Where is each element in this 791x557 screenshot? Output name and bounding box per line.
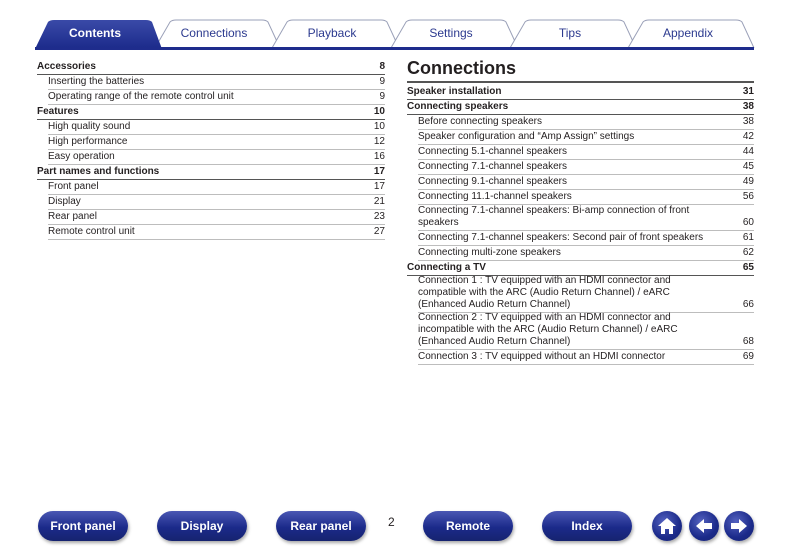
- toc-title: Connecting 7.1-channel speakers: [418, 161, 567, 172]
- toc-section-speaker-installation[interactable]: [407, 85, 754, 100]
- toc-page: 17: [373, 181, 385, 192]
- page-number: 2: [388, 515, 395, 529]
- toc-item[interactable]: [418, 350, 754, 365]
- toc-item[interactable]: [418, 190, 754, 205]
- toc-page: 23: [373, 211, 385, 222]
- toc-page: 9: [379, 76, 385, 87]
- toc-title: Connecting 7.1-channel speakers: Bi-amp connection of front speakers: [418, 205, 690, 228]
- toc-page: 27: [373, 226, 385, 237]
- toc-title: Front panel: [48, 181, 99, 192]
- toc-title: Part names and functions: [37, 166, 160, 177]
- toc-item[interactable]: [418, 175, 754, 190]
- toc-page: 38: [742, 101, 754, 112]
- toc-section-accessories[interactable]: [37, 60, 385, 75]
- toc-title: Easy operation: [48, 151, 115, 162]
- toc-item[interactable]: [48, 150, 385, 165]
- toc-section-features[interactable]: [37, 105, 385, 120]
- toc-page: 60: [742, 217, 754, 228]
- toc-item[interactable]: [48, 210, 385, 225]
- tab-tips[interactable]: Tips: [558, 26, 582, 40]
- tab-underline: [35, 47, 754, 50]
- toc-page: 8: [379, 61, 385, 72]
- toc-item[interactable]: [48, 90, 385, 105]
- toc-title: Speaker installation: [407, 86, 502, 97]
- toc-title: Connecting speakers: [407, 101, 509, 112]
- toc-page: 31: [742, 86, 754, 97]
- toc-item[interactable]: [418, 246, 754, 261]
- tab-connections[interactable]: Connections: [180, 26, 248, 40]
- toc-page: 12: [373, 136, 385, 147]
- arrow-left-icon: [689, 511, 719, 541]
- toc-title: Operating range of the remote control unit: [48, 91, 234, 102]
- toc-title: Before connecting speakers: [418, 116, 542, 127]
- index-button[interactable]: Index: [542, 511, 632, 541]
- toc-title: Connecting 9.1-channel speakers: [418, 176, 567, 187]
- toc-title: Connecting 7.1-channel speakers: Second pair of front speakers: [418, 232, 704, 243]
- tab-appendix[interactable]: Appendix: [662, 26, 714, 40]
- toc-page: 9: [379, 91, 385, 102]
- toc-title: Features: [37, 106, 79, 117]
- display-button[interactable]: Display: [157, 511, 247, 541]
- toc-page: 44: [742, 146, 754, 157]
- toc-title: Remote control unit: [48, 226, 135, 237]
- tab-settings[interactable]: Settings: [429, 26, 473, 40]
- toc-title: Connection 3 : TV equipped without an HDMI connector: [418, 351, 666, 362]
- toc-item[interactable]: [48, 120, 385, 135]
- toc-section-part-names[interactable]: [37, 165, 385, 180]
- toc-page: 10: [373, 106, 385, 117]
- toc-item[interactable]: [48, 225, 385, 240]
- toc-item[interactable]: [418, 205, 754, 231]
- toc-page: 65: [742, 262, 754, 273]
- toc-title: Connection 1 : TV equipped with an HDMI connector and compatible with the ARC (Audio Return Channel) / eARC (Enhanced Audio Return Channel): [418, 275, 671, 310]
- toc-item[interactable]: [418, 130, 754, 145]
- toc-page: 21: [373, 196, 385, 207]
- toc-page: 45: [742, 161, 754, 172]
- toc-page: 42: [742, 131, 754, 142]
- toc-page: 61: [742, 232, 754, 243]
- arrow-right-icon: [724, 511, 754, 541]
- rear-panel-button[interactable]: Rear panel: [276, 511, 366, 541]
- previous-page-button[interactable]: [689, 511, 719, 541]
- toc-item[interactable]: [418, 276, 754, 313]
- toc-page: 16: [373, 151, 385, 162]
- toc-title: Inserting the batteries: [48, 76, 145, 87]
- toc-title: Connection 2 : TV equipped with an HDMI connector and incompatible with the ARC (Audio Return Channel) / eARC (Enhanced Audio Return Channel): [418, 312, 678, 347]
- toc-page: 56: [742, 191, 754, 202]
- toc-page: 38: [742, 116, 754, 127]
- toc-page: 10: [373, 121, 385, 132]
- toc-item[interactable]: [418, 231, 754, 246]
- toc-page: 68: [742, 336, 754, 347]
- toc-title: Connecting 5.1-channel speakers: [418, 146, 567, 157]
- toc-page: 49: [742, 176, 754, 187]
- next-page-button[interactable]: [724, 511, 754, 541]
- toc-title: Connecting a TV: [407, 262, 486, 273]
- heading-divider: [407, 81, 754, 83]
- toc-title: Rear panel: [48, 211, 97, 222]
- toc-item[interactable]: [418, 115, 754, 130]
- toc-title: High quality sound: [48, 121, 131, 132]
- toc-title: High performance: [48, 136, 128, 147]
- toc-title: Connecting 11.1-channel speakers: [418, 191, 572, 202]
- home-button[interactable]: [652, 511, 682, 541]
- toc-title: Accessories: [37, 61, 96, 72]
- home-icon: [652, 511, 682, 541]
- toc-section-connecting-tv[interactable]: [407, 261, 754, 276]
- toc-title: Speaker configuration and “Amp Assign” settings: [418, 131, 635, 142]
- toc-page: 69: [742, 351, 754, 362]
- toc-section-connecting-speakers[interactable]: [407, 100, 754, 115]
- toc-title: Connecting multi-zone speakers: [418, 247, 561, 258]
- toc-item[interactable]: [48, 75, 385, 90]
- toc-title: Display: [48, 196, 81, 207]
- toc-item[interactable]: [418, 313, 754, 350]
- tab-bar: [0, 0, 791, 52]
- tab-playback[interactable]: Playback: [307, 26, 357, 40]
- toc-item[interactable]: [48, 195, 385, 210]
- toc-item[interactable]: [48, 180, 385, 195]
- front-panel-button[interactable]: Front panel: [38, 511, 128, 541]
- toc-page: 62: [742, 247, 754, 258]
- toc-item[interactable]: [48, 135, 385, 150]
- toc-item[interactable]: [418, 145, 754, 160]
- toc-item[interactable]: [418, 160, 754, 175]
- tab-contents[interactable]: Contents: [69, 26, 121, 40]
- remote-button[interactable]: Remote: [423, 511, 513, 541]
- toc-page: 66: [742, 299, 754, 310]
- toc-page: 17: [373, 166, 385, 177]
- page-title: Connections: [407, 58, 517, 78]
